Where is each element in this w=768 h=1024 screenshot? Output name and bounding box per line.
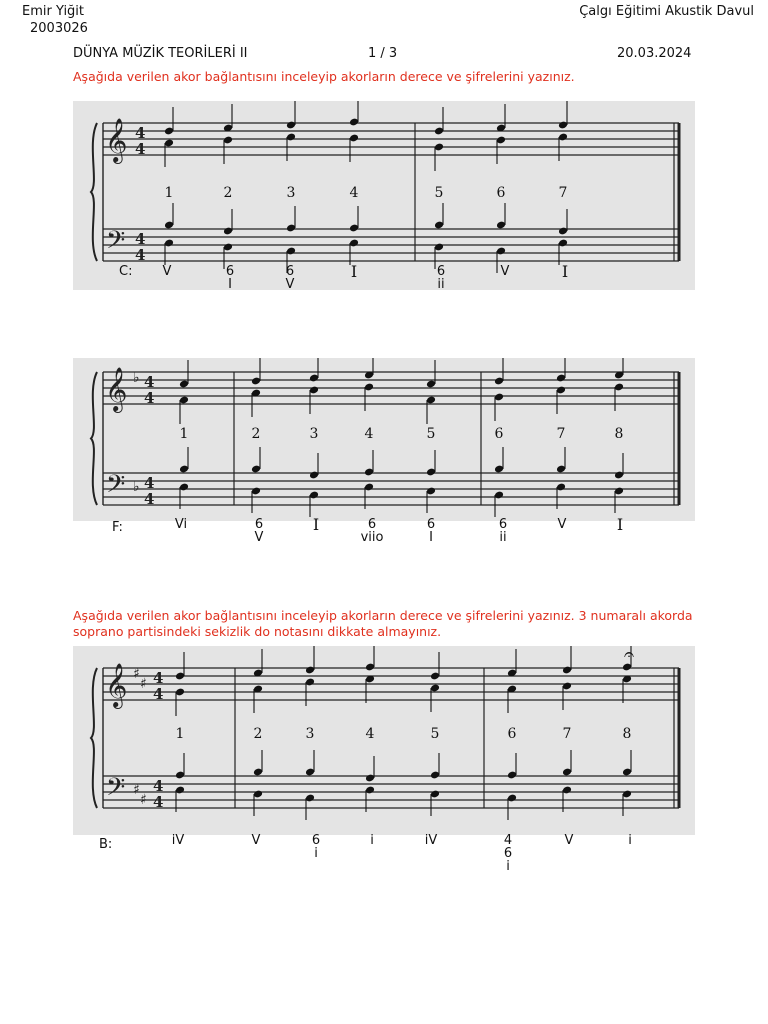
chord-degree: I [429, 530, 433, 545]
document-title: DÜNYA MÜZİK TEORİLERİ II [73, 46, 248, 61]
chord-answer [215, 265, 245, 291]
key-label: C: [119, 264, 133, 279]
key-signature-bass: ♯ [133, 782, 140, 798]
chord-number: 6 [496, 185, 506, 201]
chord-number: 2 [251, 426, 261, 442]
chord-degree: ii [437, 277, 445, 292]
course-name: Çalgı Eğitimi Akustik Davul [579, 4, 754, 19]
chord-degree: ii [499, 530, 507, 545]
chord-answer [490, 265, 520, 278]
key-signature-bass: ♭ [133, 479, 140, 495]
chord-answer [357, 834, 387, 847]
chord-answer [152, 265, 182, 278]
chord-answer [163, 834, 193, 847]
chord-degree: iV [171, 833, 185, 848]
chord-answer [166, 518, 196, 531]
chord-answer [357, 518, 387, 544]
brace [91, 123, 97, 261]
chord-answer [554, 834, 584, 847]
time-signature: 4 [153, 669, 164, 687]
chord-answer [416, 834, 446, 847]
chord-answer [244, 518, 274, 544]
figured-bass: 6 [225, 264, 235, 279]
chord-degree: V [557, 517, 567, 532]
chord-number: 5 [434, 185, 444, 201]
treble-clef-icon: 𝄞 [105, 367, 128, 411]
chord-answer [416, 518, 446, 544]
key-label: F: [112, 520, 123, 535]
treble-clef-icon: 𝄞 [105, 663, 128, 707]
key-signature-treble: ♯ [140, 676, 147, 692]
bass-clef-icon: 𝄢 [106, 470, 126, 505]
chord-degree: V [500, 264, 510, 279]
chord-answer [275, 265, 305, 291]
chord-number: 4 [365, 726, 375, 742]
brace [91, 372, 97, 505]
student-id: 2003026 [30, 21, 88, 36]
chord-answer [426, 265, 456, 291]
chord-degree: Vi [174, 517, 188, 532]
time-signature: 4 [153, 685, 164, 703]
key-label: B: [99, 837, 113, 852]
chord-number: 3 [286, 185, 296, 201]
chord-degree: V [285, 277, 295, 292]
fermata-icon: 𝄐 [623, 646, 635, 665]
chord-degree: i [506, 859, 510, 874]
time-signature: 4 [144, 389, 155, 407]
time-signature: 4 [153, 777, 164, 795]
chord-answer [615, 834, 645, 847]
chord-number: 1 [179, 426, 189, 442]
chord-number: 8 [622, 726, 632, 742]
staff-system [73, 358, 695, 521]
chord-number: 5 [426, 426, 436, 442]
chord-answer [339, 262, 369, 281]
instruction-second-line1: Aşağıda verilen akor bağlantısını inceleyip akorların derece ve şifrelerini yazınız. 3 numaralı akorda [73, 608, 693, 623]
chord-number: 6 [507, 726, 517, 742]
chord-degree: V [564, 833, 574, 848]
time-signature: 4 [144, 490, 155, 508]
chord-number: 5 [430, 726, 440, 742]
chord-degree: i [370, 833, 374, 848]
figured-bass: 4 [503, 833, 513, 848]
chord-answer [488, 518, 518, 544]
time-signature: 4 [144, 474, 155, 492]
instruction-second-line2: soprano partisindeki sekizlik do notasını dikkate almayınız. [73, 624, 442, 639]
bass-clef-icon: 𝄢 [106, 773, 126, 808]
chord-degree: V [162, 264, 172, 279]
chord-answer [301, 515, 331, 534]
staff-system [73, 646, 695, 835]
chord-number: 8 [614, 426, 624, 442]
chord-number: 3 [305, 726, 315, 742]
student-name: Emir Yiğit [22, 4, 85, 19]
chord-degree: I [616, 515, 624, 534]
time-signature: 4 [144, 373, 155, 391]
chord-number: 2 [223, 185, 233, 201]
chord-answer [493, 834, 523, 873]
treble-clef-icon: 𝄞 [105, 118, 128, 162]
chord-degree: V [251, 833, 261, 848]
chord-degree: iV [424, 833, 438, 848]
figured-bass: 6 [436, 264, 446, 279]
key-signature-bass: ♯ [140, 792, 147, 808]
time-signature: 4 [135, 124, 146, 142]
bass-clef-icon: 𝄢 [106, 226, 126, 261]
instruction-first: Aşağıda verilen akor bağlantısını inceleyip akorların derece ve şifrelerini yazınız. [73, 69, 575, 84]
chord-number: 7 [556, 426, 566, 442]
chord-number: 2 [253, 726, 263, 742]
chord-number: 1 [164, 185, 174, 201]
chord-answer [241, 834, 271, 847]
chord-degree: V [254, 530, 264, 545]
staff-system [73, 101, 695, 290]
key-signature-treble: ♭ [133, 370, 140, 386]
chord-answer [547, 518, 577, 531]
chord-number: 7 [562, 726, 572, 742]
chord-degree: i [314, 846, 318, 861]
chord-degree: I [312, 515, 320, 534]
score-exercise-3 [73, 646, 695, 835]
time-signature: 4 [153, 793, 164, 811]
figured-bass: 6 [503, 846, 513, 861]
figured-bass: 6 [367, 517, 377, 532]
chord-degree: I [350, 262, 358, 281]
figured-bass: 6 [311, 833, 321, 848]
page-indicator: 1 / 3 [368, 46, 398, 61]
chord-answer [301, 834, 331, 860]
chord-number: 6 [494, 426, 504, 442]
chord-answer [605, 515, 635, 534]
figured-bass: 6 [498, 517, 508, 532]
chord-number: 4 [364, 426, 374, 442]
figured-bass: 6 [426, 517, 436, 532]
chord-degree: I [561, 262, 569, 281]
chord-number: 7 [558, 185, 568, 201]
chord-number: 4 [349, 185, 359, 201]
chord-number: 1 [175, 726, 185, 742]
time-signature: 4 [135, 246, 146, 264]
time-signature: 4 [135, 140, 146, 158]
instruction-second [73, 608, 693, 640]
document-date: 20.03.2024 [617, 46, 692, 61]
chord-answer [550, 262, 580, 281]
chord-degree: I [228, 277, 232, 292]
chord-number: 3 [309, 426, 319, 442]
score-exercise-2 [73, 358, 695, 521]
chord-degree: i [628, 833, 632, 848]
key-signature-treble: ♯ [133, 666, 140, 682]
figured-bass: 6 [254, 517, 264, 532]
figured-bass: 6 [285, 264, 295, 279]
chord-degree: viio [360, 530, 384, 545]
time-signature: 4 [135, 230, 146, 248]
brace [91, 668, 97, 808]
score-exercise-1 [73, 101, 695, 290]
